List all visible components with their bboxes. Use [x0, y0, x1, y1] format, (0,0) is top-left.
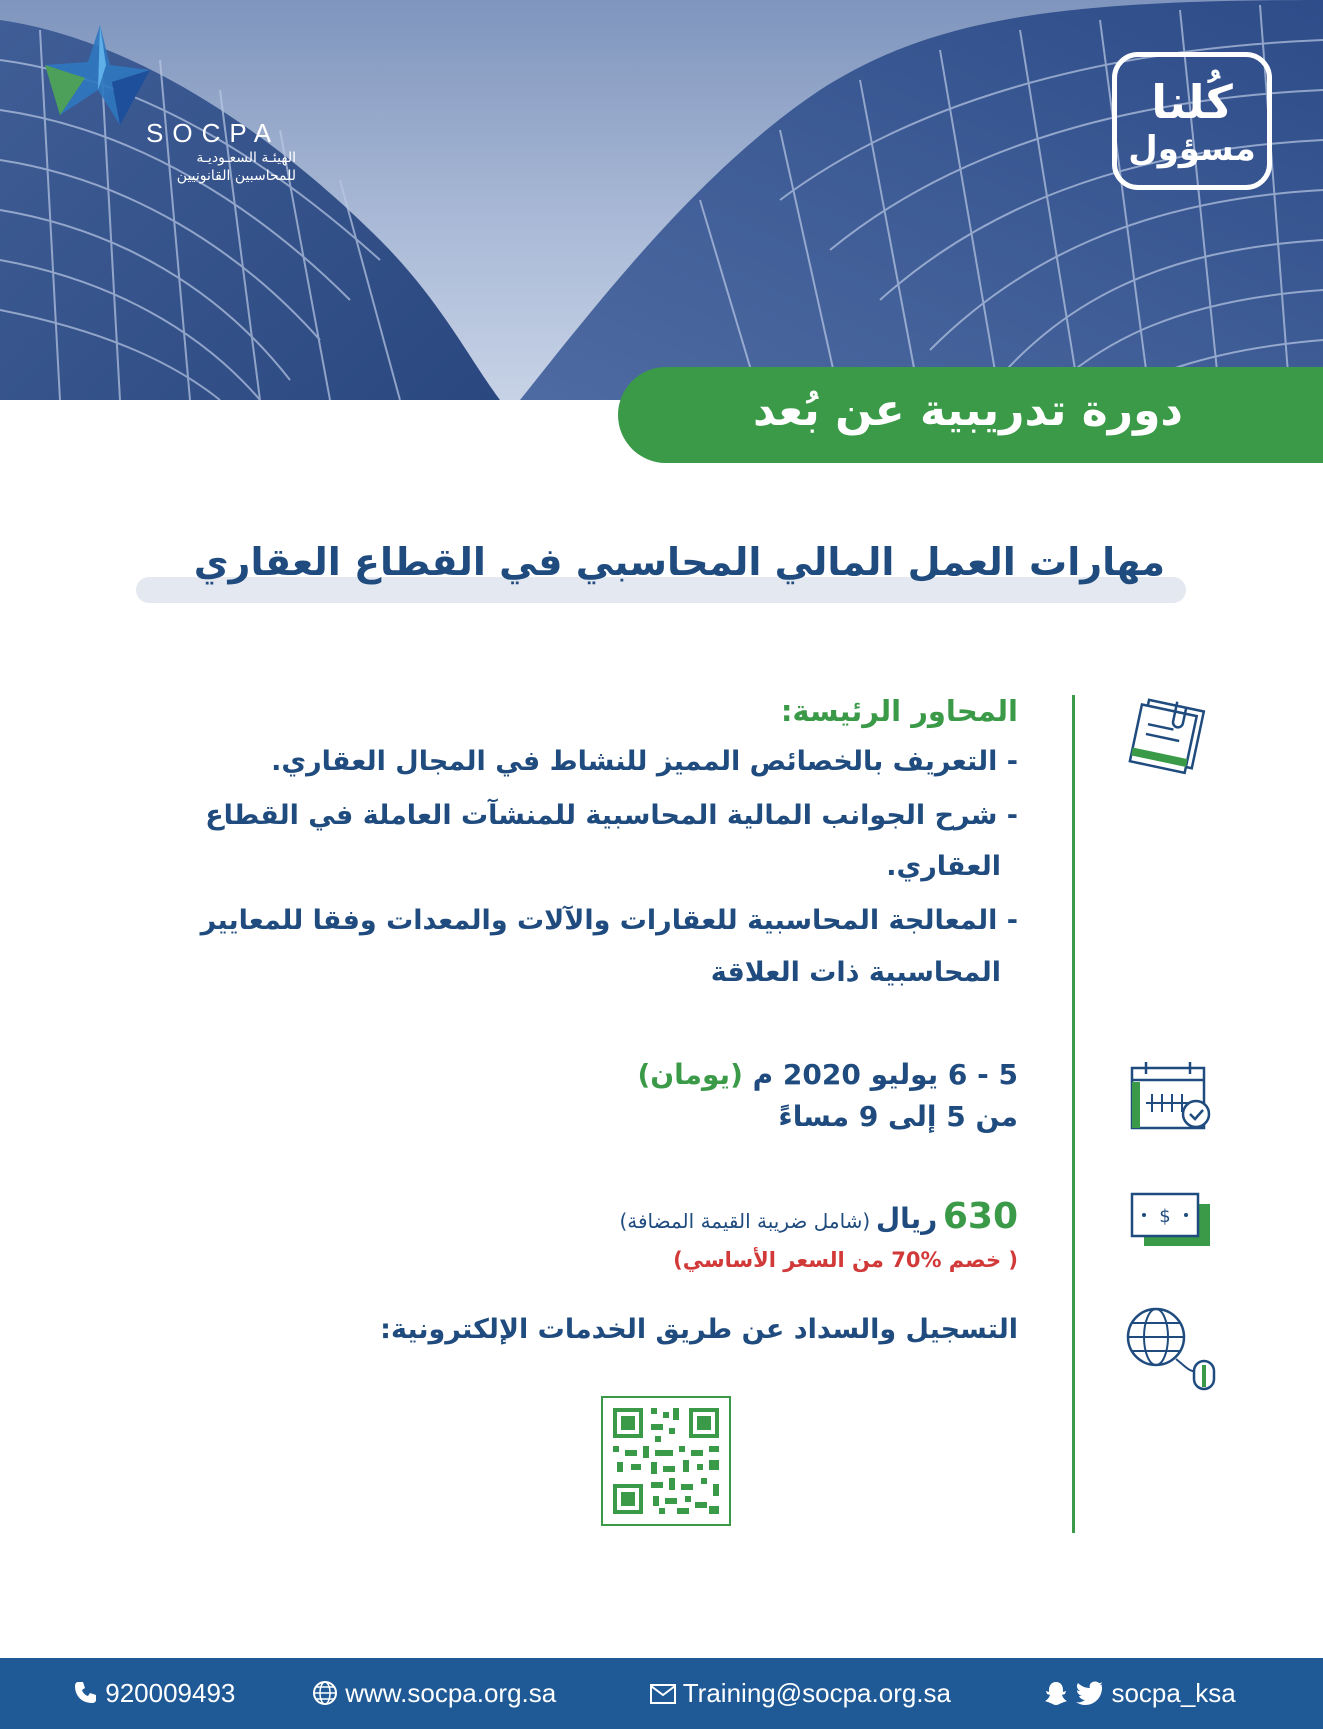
price-discount: ( خصم %70 من السعر الأساسي)	[673, 1248, 1018, 1272]
footer-email-text: Training@socpa.org.sa	[682, 1678, 951, 1708]
snapchat-icon	[1043, 1680, 1069, 1706]
calendar-icon	[1128, 1060, 1214, 1132]
logo-text-en: SOCPA	[146, 118, 281, 148]
badge-line2: مسؤول	[1128, 129, 1256, 169]
footer-website-text: www.socpa.org.sa	[345, 1678, 557, 1708]
registration-text: التسجيل والسداد عن طريق الخدمات الإلكترونية:	[380, 1314, 1018, 1345]
footer-website[interactable]	[312, 1678, 556, 1709]
topic-item-2-line1: - شرح الجوانب المالية المحاسبية للمنشآت العاملة في القطاع	[205, 800, 1018, 831]
clipboard-icon	[1128, 695, 1212, 777]
price-vat-note: (شامل ضريبة القيمة المضافة)	[619, 1209, 871, 1233]
topics-heading: المحاور الرئيسة:	[780, 694, 1018, 728]
schedule-time: من 5 إلى 9 مساءً	[778, 1100, 1018, 1133]
qr-code-pattern	[603, 1398, 729, 1524]
topic-item-3-line2: المحاسبية ذات العلاقة	[710, 957, 1001, 988]
socpa-star-emblem	[40, 20, 160, 130]
price-amount: 630	[942, 1196, 1018, 1237]
schedule-duration: (يومان)	[637, 1058, 743, 1091]
qr-code[interactable]	[601, 1396, 731, 1526]
schedule-dates-line	[637, 1058, 1018, 1091]
banner-label: دورة تدريبية عن بُعد	[752, 385, 1183, 436]
globe-icon	[312, 1680, 338, 1706]
topic-item-2-line2: العقاري.	[886, 851, 1001, 882]
topic-item-3-line1: - المعالجة المحاسبية للعقارات والآلات والمعدات وفقا للمعايير	[200, 905, 1018, 936]
remote-training-banner	[618, 367, 1323, 463]
badge-line1: كُلنا	[1151, 75, 1233, 129]
topic-item-1: - التعريف بالخصائص المميز للنشاط في المجال العقاري.	[271, 746, 1018, 777]
phone-icon	[72, 1680, 98, 1706]
footer-social[interactable]	[1043, 1678, 1236, 1709]
footer-phone[interactable]	[72, 1678, 235, 1709]
footer-email[interactable]	[650, 1678, 951, 1709]
mail-icon	[650, 1683, 676, 1705]
price-line	[619, 1196, 1018, 1237]
footer-bar	[0, 1658, 1323, 1729]
footer-social-text: socpa_ksa	[1111, 1678, 1236, 1708]
divider-line	[1072, 695, 1075, 1533]
course-title: مهارات العمل المالي المحاسبي في القطاع العقاري	[193, 540, 1165, 584]
kulna-masool-badge	[1112, 52, 1272, 190]
schedule-dates: 5 - 6 يوليو 2020 م	[752, 1058, 1018, 1091]
price-currency: ريال	[875, 1202, 938, 1235]
logo-text-ar-line2: للمحاسبين القانونيين	[176, 168, 296, 184]
logo-text-ar-line1: الهيئـة السعـوديـة	[196, 150, 296, 166]
footer-phone-text: 920009493	[105, 1678, 236, 1708]
globe-mouse-icon	[1124, 1303, 1220, 1393]
svg-text:$: $	[1159, 1206, 1171, 1227]
twitter-icon	[1076, 1681, 1104, 1705]
hero-building-photo	[0, 0, 1323, 400]
money-icon	[1128, 1190, 1214, 1250]
